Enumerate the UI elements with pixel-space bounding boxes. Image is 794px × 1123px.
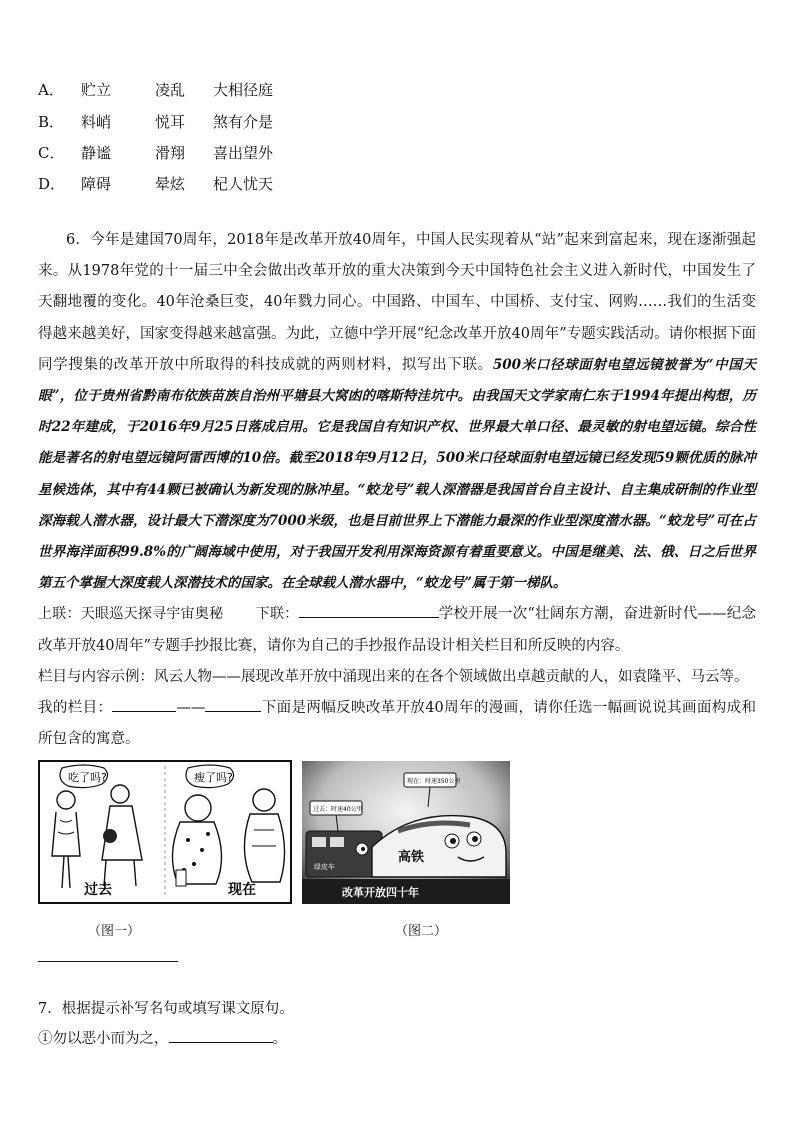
my-column-blank-1[interactable]	[112, 697, 176, 712]
figure-1-cartoon	[38, 760, 292, 904]
option-a: A． 贮立 凌乱 大相径庭	[38, 81, 274, 99]
figure-2-image	[302, 761, 510, 904]
figure-1-image	[38, 760, 292, 904]
fig1-label-left: 过去	[84, 882, 112, 898]
fig1-label-right: 现在	[228, 882, 256, 898]
fig2-sign-past: 过去：时速40公里	[313, 806, 363, 813]
figure-2-caption: （图二）	[395, 924, 448, 939]
answer-rule[interactable]	[38, 961, 178, 962]
q7-item1-blank[interactable]	[169, 1028, 273, 1043]
option-b: B． 料峭 悦耳 煞有介是	[38, 113, 274, 131]
fig1-bubble-right: 瘦了吗?	[194, 771, 233, 784]
couplet-lower-label: 下联：	[255, 606, 299, 623]
fig2-old-train-label: 绿皮车	[314, 863, 335, 871]
fig2-sign-now: 现在：时速350公里	[407, 778, 461, 785]
fig2-train-label: 高铁	[398, 850, 425, 865]
question-6-material: 500米口径球面射电望远镜被誉为“中国天眼”，位于贵州省黔南布依族苗族自治州平塘县大窝凼的喀斯特洼坑中。由我国天文学家南仁东于1994年提出构想，历时22年建成，于2016年9月25日落成启用。它是我国自有知识产权、世界最大单口径、最灵敏的射电望远镜。综合性能是著名的射电望远镜阿雷西博的10倍。截至2018年9月12日，500米口径球面射电望远镜已经发现59颗优质的脉冲星候选体，其中有44颗已被确认为新发现的脉冲星。“蛟龙号”载人深潜器是我国首台自主设计、自主集成研制的作业型深海载人潜水器，设计最大下潜深度为7000米级，也是目前世界上下潜能力最深的作业型深度潜水器。“蛟龙号”可在占世界海洋面积99.8%的广阔海域中使用，对于我国开发利用深海资源有着重要意义。中国是继美、法、俄、日之后世界第五个掌握大深度载人深潜技术的国家。在全球载人潜水器中，“蛟龙号”属于第一梯队。	[38, 356, 757, 592]
option-c: C． 静谧 滑翔 喜出望外	[38, 144, 274, 162]
question-6: 6．今年是建国70周年，2018年是改革开放40周年，中国人民实现着从“站”起来到富起来，现在逐渐强起来。从1978年党的十一届三中全会做出改革开放的重大决策到今天中国特色社会主义进入新时代，中国发生了天翻地覆的变化。40年沧桑巨变，40年戮力同心。中国路、中国车、中国桥、支付宝、网购……我们的生活变得越来越美好，国家变得越来越富强。为此，立德中学开展“纪念改革开放40周年”专题实践活动。请你根据下面同学搜集的改革开放中所取得的科技成就的两则材料，拟写出下联。500米口径球面射电望远镜被誉为“中国天眼”，位于贵州省黔南布依族苗族自治州平塘县大窝凼的喀斯特洼坑中。由我国天文学家南仁东于1994年提出构想，历时22年建成，于2016年9月25日落成启用。它是我国自有知识产权、世界最大单口径、最灵敏的射电望远镜。综合性能是著名的射电望远镜阿雷西博的10倍。截至2018年9月12日，500米口径球面射电望远镜已经发现59颗优质的脉冲星候选体，其中有44颗已被确认为新发现的脉冲星。“蛟龙号”载人深潜器是我国首台自主设计、自主集成研制的作业型深海载人潜水器，设计最大下潜深度为7000米级，也是目前世界上下潜能力最深的作业型深度潜水器。“蛟龙号”可在占世界海洋面积99.8%的广阔海域中使用，对于我国开发利用深海资源有着重要意义。中国是继美、法、俄、日之后世界第五个掌握大深度载人深潜技术的国家。在全球载人潜水器中，“蛟龙号”属于第一梯队。 上联：天眼巡天探寻宇宙奥秘 下联： 学校开展一次“壮阔东方潮，奋进新时代——纪念改革开放40周年”专题手抄报比赛，请你为自己的手抄报作品设计相关栏目和所反映的内容。 栏目与内容示例：风云人物——展现改革开放中涌现出来的在各个领域做出卓越贡献的人，如袁隆平、马云等。 我的栏目： —— 下面是两幅反映改革开放40周年的漫画，请你任选一幅画说说其画面构成和所包含的寓意。	[38, 232, 757, 748]
option-d: D． 障碍 晕炫 杞人忧天	[38, 175, 274, 193]
couplet-tail: 学校开展一次“壮阔东方潮，奋进新时代——纪念改革开放40周年”专题手抄报比赛，请你为自己的手抄报作品设计相关栏目和所反映的内容。	[38, 606, 756, 654]
couplet-lower-blank[interactable]	[299, 603, 439, 618]
my-column-label: 我的栏目：	[38, 700, 113, 717]
question-7-item-1: ①勿以恶小而为之， 。	[38, 1028, 287, 1049]
figure-2-cartoon	[302, 761, 510, 904]
question-7-intro: 7．根据提示补写名句或填写课文原句。	[38, 1001, 294, 1017]
couplet-upper: 上联：天眼巡天探寻宇宙奥秘	[38, 606, 224, 623]
fig1-bubble-left: 吃了吗?	[68, 771, 107, 784]
my-column-tail: 下面是两幅反映改革开放40周年的漫画，请你任选一幅画说说其画面构成和所包含的寓意。	[38, 700, 757, 748]
fig2-bottom-text: 改革开放四十年	[342, 886, 419, 899]
figure-1-caption: （图一）	[88, 924, 141, 939]
column-example: 栏目与内容示例：风云人物——展现改革开放中涌现出来的在各个领域做出卓越贡献的人，如袁隆平、马云等。	[38, 668, 749, 685]
my-column-blank-2[interactable]	[205, 697, 261, 712]
question-6-intro: 6．今年是建国70周年，2018年是改革开放40周年，中国人民实现着从“站”起来到富起来，现在逐渐强起来。从1978年党的十一届三中全会做出改革开放的重大决策到今天中国特色社会主义进入新时代，中国发生了天翻地覆的变化。40年沧桑巨变，40年戮力同心。中国路、中国车、中国桥、支付宝、网购……我们的生活变得越来越美好，国家变得越来越富强。为此，立德中学开展“纪念改革开放40周年”专题实践活动。请你根据下面同学搜集的改革开放中所取得的科技成就的两则材料，拟写出下联。	[38, 232, 756, 373]
